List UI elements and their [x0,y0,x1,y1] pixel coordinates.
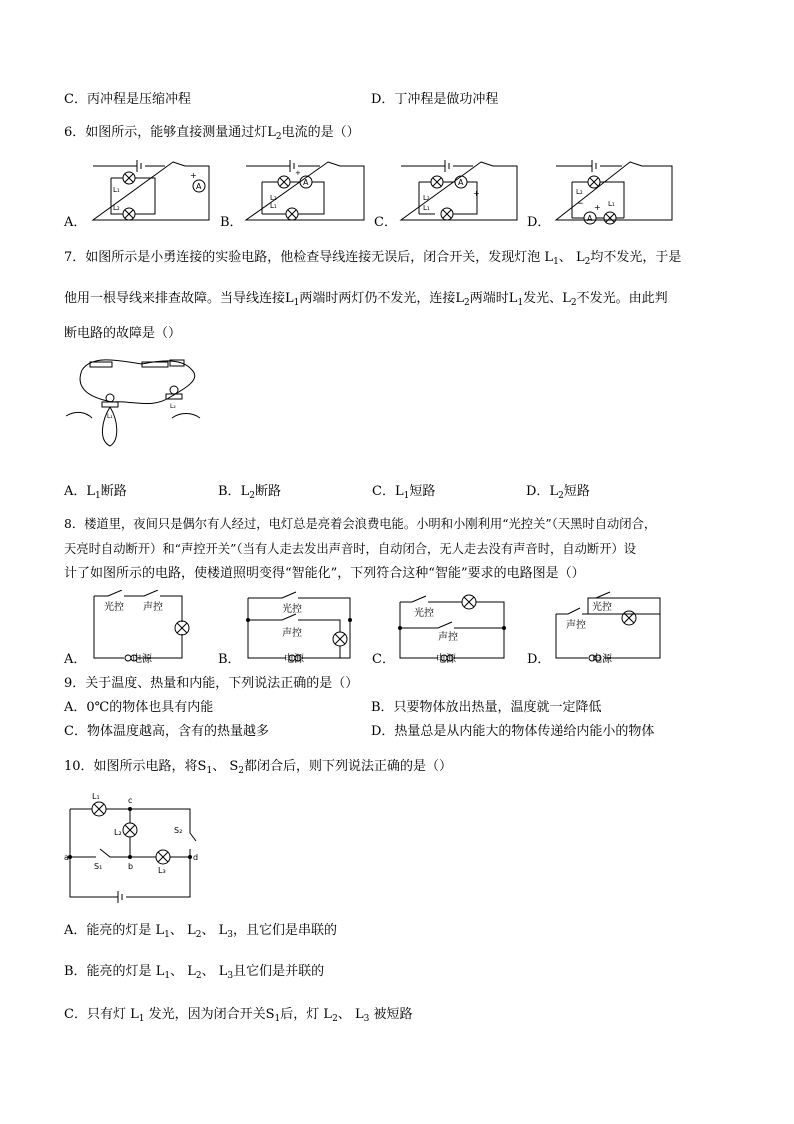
svg-text:电源: 电源 [436,654,456,665]
q9-option-c: C．物体温度越高，含有的热量越多 [64,724,269,739]
svg-text:L₂: L₂ [576,188,583,196]
q10-stem: 10．如图所示电路，将$S_1$、 $S_2$都闭合后，则下列说法正确的是（） [64,759,452,776]
q8-figure-d [548,590,668,670]
svg-text:A: A [196,182,202,191]
q8-figure-b [240,590,360,670]
q6-option-b: B． [220,215,243,230]
q8-stem-line1: 8．楼道里，夜间只是偶尔有人经过，电灯总是亮着会浪费电能。小明和小刚利用“光控关”（天黑时自动闭合， [64,517,657,531]
q6-option-d: D． [527,215,551,230]
q10-option-b: B．能亮的灯是 $L_1$、 $L_2$、 $L_3$且它们是并联的 [64,964,325,981]
q9-option-b: B．只要物体放出热量，温度就一定降低 [371,700,602,715]
svg-text:L₁: L₁ [608,200,615,208]
q10-option-c: C．只有灯 $L_1$ 发光，因为闭合开关$S_1$后，灯 $L_2$、 $L_3$ 被短路 [64,1007,413,1024]
svg-text:声控: 声控 [438,632,458,643]
svg-text:a: a [64,853,69,862]
svg-text:L₂: L₂ [270,194,277,202]
q7-option-a: A．$L_1$断路 [64,484,127,501]
svg-text:L₁: L₁ [113,186,120,194]
svg-text:A: A [458,178,464,187]
q8-option-d: D． [527,652,551,667]
q5-option-c: C．丙冲程是压缩冲程 [64,92,191,107]
svg-text:+: + [473,189,480,198]
svg-text:−: − [576,199,584,209]
svg-text:S₁: S₁ [94,862,103,871]
svg-text:L₂: L₂ [170,403,176,410]
q6-stem: 6．如图所示，能够直接测量通过灯$L_2$电流的是（） [64,125,360,142]
svg-text:+: + [295,169,301,177]
svg-text:光控: 光控 [104,602,124,613]
svg-text:+: + [190,171,197,180]
q7-stem-line3: 断电路的故障是（） [64,326,182,341]
svg-text:A: A [303,178,309,187]
q8-stem-line2: 天亮时自动断开）和“声控开关”（当有人走去发出声音时，自动闭合，无人走去没有声音时，自动断开）设 [64,542,637,556]
q7-option-c: C．$L_1$短路 [372,484,436,501]
q8-option-b: B． [218,652,241,667]
q8-figure-a [88,590,200,670]
svg-text:声控: 声控 [566,620,586,631]
q9-stem: 9．关于温度、热量和内能，下列说法正确的是（） [64,676,359,691]
svg-text:光控: 光控 [414,608,434,619]
q8-option-c: C． [372,652,395,667]
q6-option-a: A． [64,215,87,230]
svg-text:声控: 声控 [143,602,163,613]
q7-stem-line1: 7．如图所示是小勇连接的实验电路，他检查导线连接无误后，闭合开关，发现灯泡 $L_1$、 $L_2$均不发光，于是 [64,250,682,267]
q6-figure-a [85,158,215,230]
svg-text:S₂: S₂ [174,826,183,835]
q6-figure-c [393,158,523,230]
svg-text:L₃: L₃ [158,866,166,875]
svg-text:L₂: L₂ [113,204,120,212]
svg-text:A: A [587,214,593,223]
svg-text:+: + [594,203,601,212]
q6-figure-d [548,158,678,230]
q5-option-d: D．丁冲程是做功冲程 [371,92,499,107]
q10-option-a: A．能亮的灯是 $L_1$、 $L_2$、 $L_3$，且它们是串联的 [64,923,337,940]
q8-stem-line3: 计了如图所示的电路，使楼道照明变得“智能化”，下列符合这种“智能”要求的电路图是（） [64,566,585,581]
svg-text:c: c [128,796,133,805]
svg-text:L₂: L₂ [423,194,430,202]
q9-option-d: D．热量总是从内能大的物体传递给内能小的物体 [371,724,655,739]
q6-option-c: C． [374,215,397,230]
q6-figure-b [240,158,370,230]
svg-text:d: d [193,853,199,862]
q7-option-b: B．$L_2$断路 [218,484,281,501]
svg-text:L₁: L₁ [270,202,277,210]
svg-text:L₂: L₂ [114,828,122,837]
svg-text:声控: 声控 [282,628,302,639]
q9-option-a: A．0℃的物体也具有内能 [64,700,214,715]
svg-text:L₁: L₁ [107,413,113,420]
q10-figure [62,785,222,907]
svg-text:电源: 电源 [284,654,304,665]
svg-text:电源: 电源 [132,654,152,665]
q8-figure-c [392,590,512,670]
q7-figure [62,350,202,462]
svg-text:L₁: L₁ [423,204,430,212]
q8-option-a: A． [64,652,87,667]
q7-option-d: D．$L_2$短路 [526,484,590,501]
svg-text:b: b [128,862,134,871]
q7-stem-line2: 他用一根导线来排查故障。当导线连接$L_1$两端时两灯仍不发光，连接$L_2$两端时$L_1$发光、$L_2$不发光。由此判 [64,291,668,308]
svg-text:光控: 光控 [592,602,612,613]
svg-text:电源: 电源 [592,654,612,665]
svg-text:L₁: L₁ [92,792,100,801]
svg-text:光控: 光控 [282,604,302,615]
